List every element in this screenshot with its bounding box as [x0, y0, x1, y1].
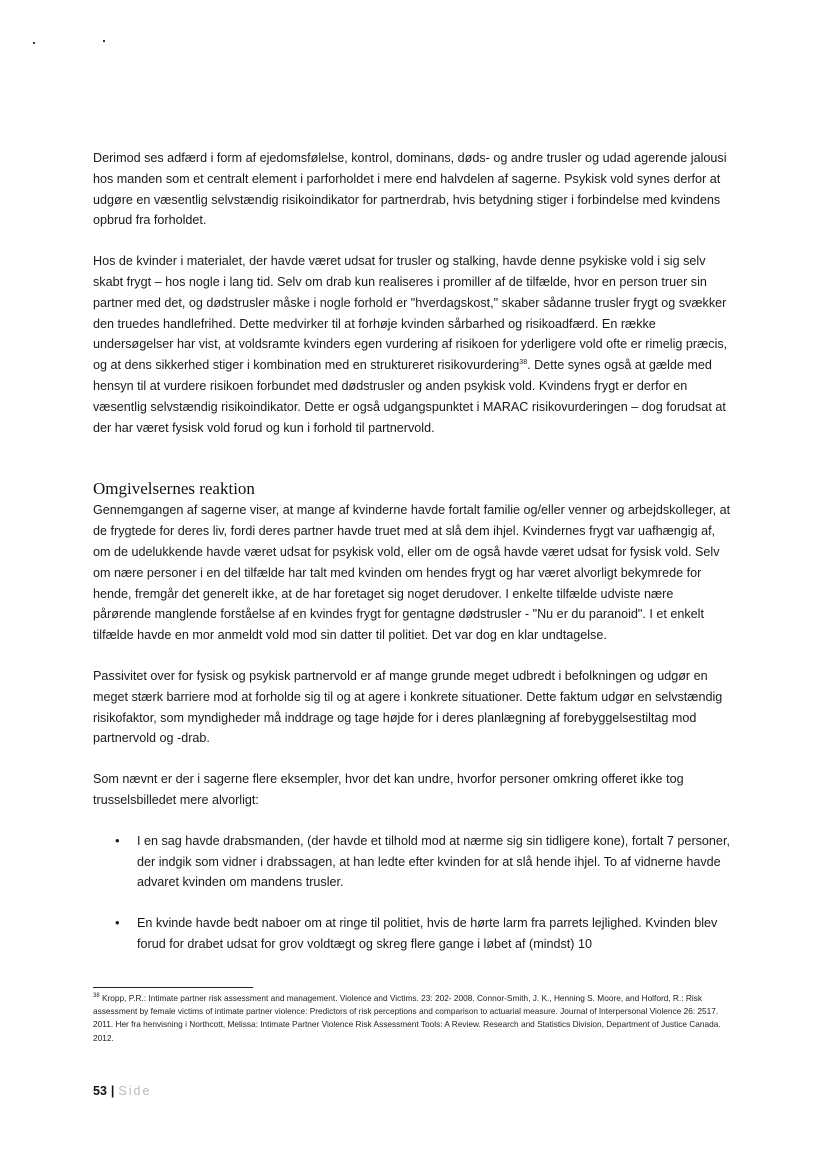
bullet-icon: • [115, 915, 120, 931]
paragraph-passivity: Passivitet over for fysisk og psykisk partnervold er af mange grunde meget udbredt i befolkningen og udgør en meget stærk barriere mod at forholde sig til og at agere i konkrete situationer. Dette faktum udgør en selvstændig risikofaktor, som myndigheder må inddrage og tage højde for i deres planlægning af forebyggelsestiltag mod partnervold og -drab. [93, 668, 723, 746]
page-footer [93, 1084, 151, 1098]
footnote [93, 992, 733, 1045]
paragraph-surroundings: Gennemgangen af sagerne viser, at mange af kvinderne havde fortalt familie og/eller venner og arbejdskolleger, at de frygtede for deres liv, fordi deres partner havde truet med at slå dem ihjel. Kvindernes frygt var uafhængig af, om de udelukkende havde været udsat for psykisk vold, eller om de også havde været udsat for fysisk vold. Selv om nære personer i en del tilfælde har talt med kvinden om hendes frygt og har været alvorligt bekymrede for hende, fremgår det generelt ikke, at de har foretaget sig noget derudover. I enkelte tilfælde udviste nære pårørende manglende forståelse af en kvindes frygt for gentagne dødstrusler - "Nu er du paranoid". I et enkelt tilfælde havde en mor anmeldt vold mod sin datter til politiet. Det var dog en klar undtagelse. [93, 503, 731, 643]
paragraph-examples-intro: Som nævnt er der i sagerne flere eksempler, hvor det kan undre, hvorfor personer omkring offeret ikke tog trusselsbilledet mere alvorligt: [93, 772, 684, 807]
example-list [93, 831, 733, 955]
scan-artifact-dot [33, 42, 35, 44]
paragraph-fear [93, 251, 733, 438]
page-body [93, 148, 733, 975]
list-item-text: I en sag havde drabsmanden, (der havde et tilhold mod at nærme sig sin tidligere kone), fortalt 7 personer, der indgik som vidner i drabssagen, at han ledte efter kvinden for at slå hende ihjel. To af vidnerne havde advaret kvinden om mandens trusler. [137, 833, 730, 890]
section-heading: Omgivelsernes reaktion [93, 479, 255, 499]
footnote-divider [93, 987, 253, 988]
paragraph-fear-text-1: Hos de kvinder i materialet, der havde været udsat for trusler og stalking, havde denne psykiske vold i sig selv skabt frygt – hos nogle i lang tid. Selv om drab kun realiseres i promiller af de tilfælde, hvor en person truer sin partner med det, og dødstrusler måske i nogle forhold er "hverdagskost," skaber sådanne trusler frygt og svækker den truedes handlefrihed. Dette medvirker til at forhøje kvinden sårbarhed og risikoadfærd. En række undersøgelser har vist, at voldsramte kvinders egen vurdering af risikoen for yderligere vold ofte er rimelig præcis, og at dens sikkerhed stiger i kombination med en struktureret risikovurdering [93, 254, 728, 373]
list-item [93, 831, 733, 893]
list-item-text: En kvinde havde bedt naboer om at ringe til politiet, hvis de hørte larm fra parrets lejlighed. Kvinden blev forud for drabet udsat for grov voldtægt og skreg flere gange i løbet af (mindst) 10 [137, 916, 718, 951]
paragraph-fear-text-2: . Dette synes også at gælde med hensyn til at vurdere risikoen forbundet med dødstrusler og anden psykisk vold. Kvindens frygt er derfor en væsentlig selvstændig risikoindikator. Dette er også udgangspunktet i MARAC risikovurderingen – dog forudsat at der har været fysisk vold forud og kun i forhold til partnervold. [93, 358, 726, 435]
paragraph-risk-indicator: Derimod ses adfærd i form af ejedomsfølelse, kontrol, dominans, døds- og andre trusler og udad agerende jalousi hos manden som et centralt element i parforholdet i mere end halvdelen af sagerne. Psykisk vold synes derfor at udgøre en væsentlig selvstændig risikoindikator for partnerdrab, hvis betydning stiger i forbindelse med kvindens opbrud fra forholdet. [93, 151, 727, 228]
bullet-icon: • [115, 832, 120, 848]
scan-artifact-dot [103, 40, 105, 42]
footnote-reference[interactable]: 38 [519, 358, 528, 366]
footnote-number: 38 [93, 993, 100, 1000]
list-item [93, 913, 733, 955]
page-number: 53 [93, 1084, 107, 1098]
page-separator: | [110, 1084, 115, 1098]
footnote-text: Kropp, P.R.: Intimate partner risk assessment and management. Violence and Victims. 23: 202- 2008. Connor-Smith, J. K., Henning S. Moore, and Holford, R.: Risk assessment by female victims of intimate partner violence: Predictors of risk perceptions and comparison to actuarial measure. Journal of Interpersonal Violence 26: 2517. 2011. Her fra henvisning i Northcott, Melissa: Intimate Partner Violence Risk Assessment Tools: A Review. Research and Statistics Division, Department of Justice Canada. 2012. [93, 993, 721, 1043]
page-label: Side [118, 1084, 152, 1098]
